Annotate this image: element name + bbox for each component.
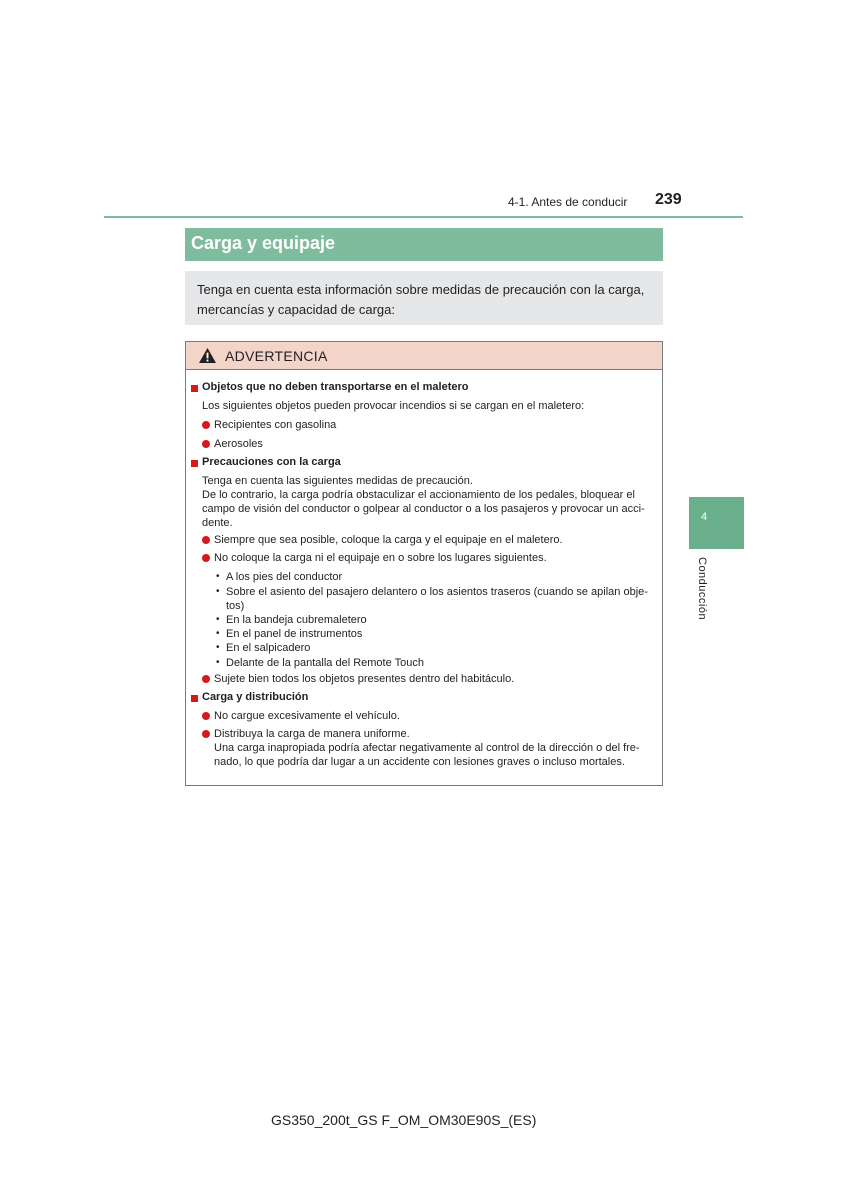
sub-bullet-mark: • <box>216 571 220 582</box>
bullet-dot <box>202 712 210 720</box>
sub-bullet-text: Sobre el asiento del pasajero delantero o los asientos traseros (cuando se apilan obje- <box>226 586 648 598</box>
bullet-text: No cargue excesivamente el vehículo. <box>214 710 400 722</box>
section-heading: Precauciones con la carga <box>202 456 341 468</box>
paragraph-text: Los siguientes objetos pueden provocar incendios si se cargan en el maletero: <box>202 400 585 412</box>
bullet-text: Aerosoles <box>214 438 263 450</box>
chapter-tab <box>689 497 744 549</box>
document-code: GS350_200t_GS F_OM_OM30E90S_(ES) <box>271 1112 537 1128</box>
bullet-text: Una carga inapropiada podría afectar negativamente al control de la dirección o del fre- <box>214 742 640 754</box>
section-heading: Objetos que no deben transportarse en el maletero <box>202 381 469 393</box>
bullet-text: No coloque la carga ni el equipaje en o sobre los lugares siguientes. <box>214 552 547 564</box>
paragraph-text: dente. <box>202 517 233 529</box>
sub-bullet-mark: • <box>216 642 220 653</box>
sub-bullet-text: En el salpicadero <box>226 642 311 654</box>
paragraph-text: campo de visión del conductor o golpear al conductor o a los pasajeros y provocar un acci- <box>202 503 645 515</box>
bullet-text: Distribuya la carga de manera uniforme. <box>214 728 410 740</box>
bullet-text: Sujete bien todos los objetos presentes dentro del habitáculo. <box>214 673 515 685</box>
chapter-tab-label: Conducción <box>696 557 708 621</box>
warning-box <box>185 341 663 786</box>
running-header-section: 4-1. Antes de conducir <box>508 195 628 209</box>
sub-bullet-mark: • <box>216 586 220 597</box>
paragraph-text: De lo contrario, la carga podría obstaculizar el accionamiento de los pedales, bloquear el <box>202 489 635 501</box>
warning-header <box>186 342 662 370</box>
sub-bullet-text: A los pies del conductor <box>226 571 343 583</box>
paragraph-text: Tenga en cuenta las siguientes medidas de precaución. <box>202 475 473 487</box>
sub-bullet-text: En el panel de instrumentos <box>226 628 363 640</box>
section-heading: Carga y distribución <box>202 691 309 703</box>
bullet-dot <box>202 675 210 683</box>
section-title: Carga y equipaje <box>185 228 663 261</box>
sub-bullet-mark: • <box>216 628 220 639</box>
bullet-dot <box>202 730 210 738</box>
page-number: 239 <box>655 191 682 208</box>
sub-bullet-mark: • <box>216 657 220 668</box>
header-divider <box>104 216 743 218</box>
bullet-text: Recipientes con gasolina <box>214 419 337 431</box>
warning-heading: ADVERTENCIA <box>225 347 328 364</box>
section-marker <box>191 695 198 702</box>
sub-bullet-text: En la bandeja cubremaletero <box>226 614 367 626</box>
chapter-tab-number: 4 <box>700 511 708 523</box>
intro-box <box>185 271 663 325</box>
bullet-dot <box>202 421 210 429</box>
sub-bullet-text: tos) <box>226 600 245 612</box>
bullet-text: nado, lo que podría dar lugar a un accidente con lesiones graves o incluso mortales. <box>214 756 625 768</box>
section-marker <box>191 460 198 467</box>
bullet-dot <box>202 554 210 562</box>
bullet-dot <box>202 440 210 448</box>
warning-triangle-icon <box>198 347 217 364</box>
section-marker <box>191 385 198 392</box>
bullet-dot <box>202 536 210 544</box>
sub-bullet-text: Delante de la pantalla del Remote Touch <box>226 657 424 669</box>
sub-bullet-mark: • <box>216 614 220 625</box>
bullet-text: Siempre que sea posible, coloque la carga y el equipaje en el maletero. <box>214 534 563 546</box>
intro-line-1: Tenga en cuenta esta información sobre medidas de precaución con la carga, <box>197 282 645 297</box>
intro-line-2: mercancías y capacidad de carga: <box>197 302 395 317</box>
